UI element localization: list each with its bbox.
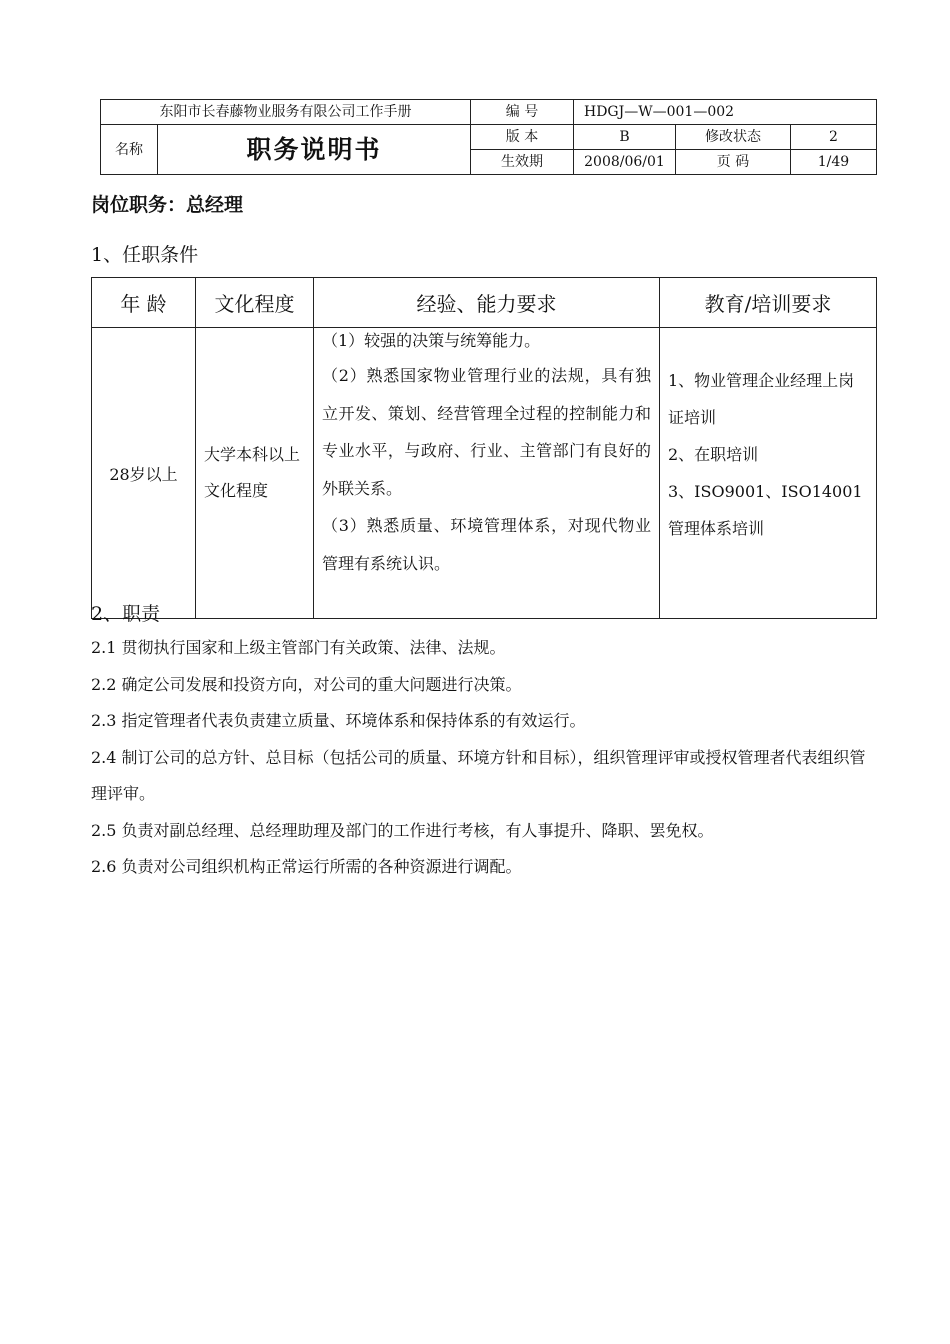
training-item: 2、在职培训	[668, 445, 759, 464]
experience-requirements	[314, 328, 660, 619]
qualifications-table	[91, 277, 877, 619]
code-label: 编 号	[471, 100, 574, 125]
training-item: 1、物业管理企业经理上岗证培训	[668, 371, 855, 427]
experience-item: （2）熟悉国家物业管理行业的法规，具有独立开发、策划、经营管理全过程的控制能力和专业水平，与政府、行业、主管部门有良好的外联关系。	[322, 366, 651, 498]
effective-date-value: 2008/06/01	[574, 150, 676, 175]
name-label: 名称	[101, 125, 158, 175]
duty-item: 2.1 贯彻执行国家和上级主管部门有关政策、法律、法规。	[91, 638, 506, 657]
company-manual-title: 东阳市长春藤物业服务有限公司工作手册	[101, 100, 471, 125]
page-number-label: 页 码	[676, 150, 791, 175]
education-requirement: 大学本科以上文化程度	[196, 328, 314, 619]
version-value: B	[574, 125, 676, 150]
post-title: 岗位职务：总经理	[91, 194, 244, 216]
column-header-education: 文化程度	[196, 278, 314, 328]
duty-item: 2.5 负责对副总经理、总经理助理及部门的工作进行考核，有人事提升、降职、罢免权。	[91, 820, 714, 840]
duty-item: 2.2 确定公司发展和投资方向，对公司的重大问题进行决策。	[91, 674, 522, 694]
training-requirements	[660, 328, 877, 619]
version-label: 版 本	[471, 125, 574, 150]
section-1-heading: 1、任职条件	[91, 244, 199, 266]
column-header-age: 年 龄	[92, 278, 196, 328]
duty-item: 2.4 制订公司的总方针、总目标（包括公司的质量、环境方针和目标），组织管理评审或授权管理者代表组织管理评审。	[91, 747, 866, 803]
revision-label: 修改状态	[676, 125, 791, 150]
experience-item: （3）熟悉质量、环境管理体系，对现代物业管理有系统认识。	[322, 516, 651, 573]
document-control-table	[100, 99, 877, 175]
duty-item: 2.3 指定管理者代表负责建立质量、环境体系和保持体系的有效运行。	[91, 711, 586, 730]
duties-list	[91, 630, 871, 886]
column-header-experience: 经验、能力要求	[314, 278, 660, 328]
experience-item: （1）较强的决策与统筹能力。	[322, 331, 541, 350]
column-header-training: 教育/培训要求	[660, 278, 877, 328]
document-title: 职务说明书	[158, 125, 471, 175]
page-number-value: 1/49	[791, 150, 877, 175]
revision-value: 2	[791, 125, 877, 150]
effective-date-label: 生效期	[471, 150, 574, 175]
duty-item: 2.6 负责对公司组织机构正常运行所需的各种资源进行调配。	[91, 857, 522, 876]
training-item: 3、ISO9001、ISO14001管理体系培训	[668, 482, 863, 538]
age-requirement: 28岁以上	[92, 328, 196, 619]
section-2-heading: 2、职责	[91, 603, 161, 625]
code-value: HDGJ—W—001—002	[574, 100, 877, 125]
